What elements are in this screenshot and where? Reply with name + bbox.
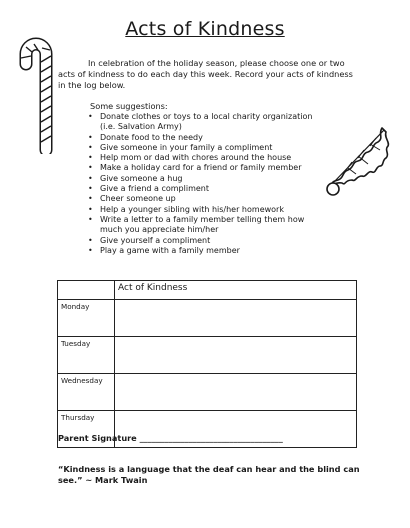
- list-item: • Give yourself a compliment: [88, 236, 328, 246]
- kindness-log-table: [57, 280, 357, 448]
- list-item: • Help a younger sibling with his/her homework: [88, 205, 328, 215]
- list-item: • Donate food to the needy: [88, 133, 328, 143]
- list-item: • Give someone in your family a compliment: [88, 143, 328, 153]
- intro-paragraph: In celebration of the holiday season, please choose one or two acts of kindness to do each day this week. Record your acts of kindness in the log below.: [58, 58, 353, 90]
- list-item: • Write a letter to a family member telling them how much you appreciate him/her: [88, 215, 328, 236]
- quote-text: “Kindness is a language that the deaf can hear and the blind can see.” ~ Mark Twain: [58, 464, 360, 485]
- list-item: • Donate clothes or toys to a local charity organization (i.e. Salvation Army): [88, 112, 328, 133]
- table-row: [58, 374, 357, 411]
- holly-leaf-icon: [320, 120, 394, 200]
- header-day-cell: [58, 281, 115, 300]
- day-cell: Wednesday: [58, 374, 115, 411]
- day-cell: Tuesday: [58, 337, 115, 374]
- table-row: [58, 337, 357, 374]
- act-cell[interactable]: [115, 300, 357, 337]
- day-cell: Monday: [58, 300, 115, 337]
- suggestions-list: [88, 112, 328, 256]
- act-cell[interactable]: [115, 374, 357, 411]
- list-item: • Help mom or dad with chores around the house: [88, 153, 328, 163]
- list-item: • Give someone a hug: [88, 174, 328, 184]
- list-item: • Give a friend a compliment: [88, 184, 328, 194]
- list-item: • Make a holiday card for a friend or family member: [88, 163, 328, 173]
- list-item: • Play a game with a family member: [88, 246, 328, 256]
- table-header-row: [58, 281, 357, 300]
- day-cell: Thursday: [58, 411, 115, 448]
- header-act-cell: Act of Kindness: [115, 281, 357, 300]
- act-cell[interactable]: [115, 337, 357, 374]
- suggestions-title: Some suggestions:: [90, 101, 168, 111]
- parent-signature-line: Parent Signature ___________________________________: [58, 433, 283, 443]
- table-row: [58, 300, 357, 337]
- list-item: • Cheer someone up: [88, 194, 328, 204]
- page-title: Acts of Kindness: [125, 18, 285, 40]
